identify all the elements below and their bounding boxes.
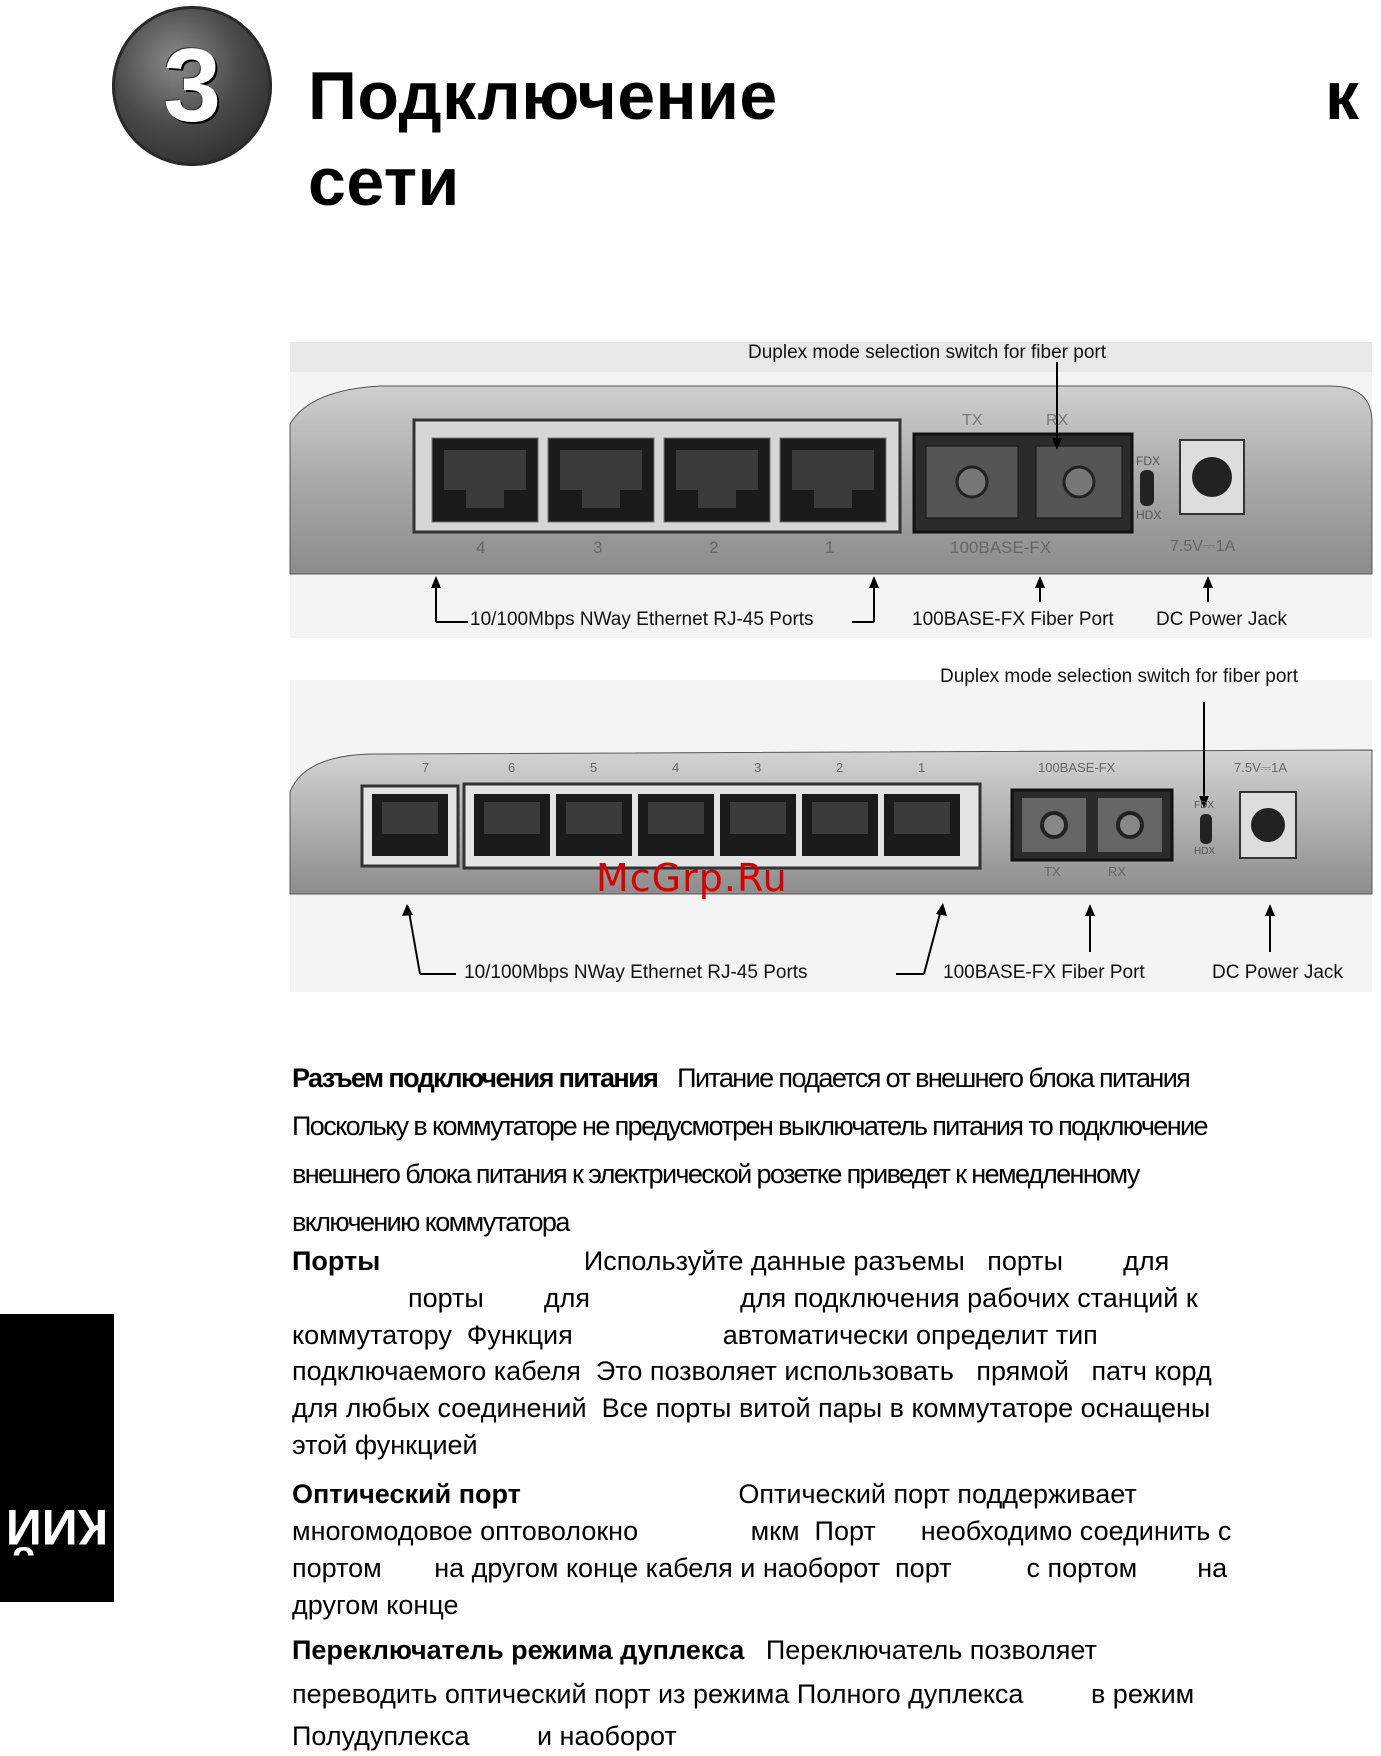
- language-side-tab: [0, 1314, 114, 1602]
- optic-text: Оптический порт поддерживает: [738, 1479, 1137, 1509]
- ports-paragraph-line3: коммутатору Функция автоматически определит тип: [292, 1320, 1098, 1350]
- rj45-port: [474, 794, 550, 856]
- port-number: 6: [508, 760, 516, 775]
- port-number: 1: [825, 538, 835, 557]
- step-number: 3: [163, 28, 221, 144]
- power-jack-hole: [1251, 808, 1285, 842]
- fiber-port: [1012, 790, 1172, 860]
- ports-paragraph-line6: этой функцией: [292, 1430, 478, 1460]
- rj45-port: [432, 438, 538, 522]
- callout-power-jack: DC Power Jack: [1156, 609, 1287, 630]
- rj45-bracket-right: [924, 906, 942, 974]
- power-paragraph-line2: Поскольку в коммутаторе не предусмотрен выключатель питания то подключение: [292, 1111, 1207, 1141]
- label-100base-fx: 100BASE-FX: [1038, 760, 1116, 775]
- switch-rear-panel-figure-1: [290, 342, 1372, 638]
- label-tx: TX: [962, 412, 983, 429]
- duplex-switch: [1140, 470, 1154, 506]
- callout-fiber-port: 100BASE-FX Fiber Port: [943, 962, 1145, 983]
- rj45-port: [556, 794, 632, 856]
- label-power-rating: 7.5V⎓1A: [1170, 538, 1236, 555]
- ports-paragraph-line1: [292, 1245, 1169, 1277]
- label-100base-fx: 100BASE-FX: [950, 538, 1052, 557]
- label-power-rating: 7.5V⎓1A: [1234, 760, 1288, 775]
- label-fdx: FDX: [1194, 800, 1214, 811]
- switch-rear-panel-2-drawing: [290, 680, 1372, 992]
- port-number: 3: [754, 760, 762, 775]
- port-number: 2: [836, 760, 844, 775]
- ports-paragraph-line4: подключаемого кабеля Это позволяет использовать прямой патч корд: [292, 1356, 1212, 1386]
- label-rx: RX: [1046, 412, 1069, 429]
- power-paragraph-line3: внешнего блока питания к электрической розетке приведет к немедленному: [292, 1159, 1139, 1189]
- page-title-line1-end: к: [1325, 58, 1360, 134]
- port-number: 4: [672, 760, 680, 775]
- port-number: 2: [709, 538, 719, 557]
- power-heading: Разъем подключения питания: [292, 1063, 658, 1093]
- callout-rj45-ports: 10/100Mbps NWay Ethernet RJ-45 Ports: [470, 609, 814, 630]
- port-number: 4: [476, 538, 486, 557]
- callout-duplex-switch: Duplex mode selection switch for fiber port: [748, 342, 1106, 363]
- power-text: Питание подается от внешнего блока питания: [677, 1063, 1190, 1093]
- callout-rj45-ports: 10/100Mbps NWay Ethernet RJ-45 Ports: [464, 962, 808, 983]
- optic-paragraph-line1: [292, 1478, 1137, 1510]
- callout-power-jack: DC Power Jack: [1212, 962, 1343, 983]
- step-badge: [112, 6, 272, 166]
- fiber-port: [914, 434, 1132, 532]
- optic-paragraph-line4: другом конце: [292, 1590, 459, 1620]
- duplex-heading: Переключатель режима дуплекса: [292, 1635, 745, 1665]
- callout-duplex-switch: Duplex mode selection switch for fiber port: [940, 666, 1298, 687]
- port-number: 7: [422, 760, 430, 775]
- ports-heading: Порты: [292, 1246, 381, 1276]
- optic-heading: Оптический порт: [292, 1479, 521, 1509]
- port-number: 5: [590, 760, 598, 775]
- language-tab-label: КИЙ: [5, 1498, 109, 1555]
- duplex-paragraph-line3: Полудуплекса и наоборот: [292, 1721, 677, 1751]
- duplex-paragraph-line2: переводить оптический порт из режима Полного дуплекса в режим: [292, 1679, 1195, 1709]
- label-tx: TX: [1044, 864, 1061, 879]
- rj45-port: [884, 794, 960, 856]
- switch-rear-panel-figure-2: [290, 666, 1372, 992]
- page-title-line1: Подключение: [308, 58, 778, 134]
- duplex-switch: [1200, 814, 1212, 844]
- page-title-line2: сети: [308, 144, 460, 220]
- rj45-port: [664, 438, 770, 522]
- watermark: McGrp.Ru: [596, 856, 788, 900]
- duplex-paragraph-line1: [292, 1634, 1097, 1666]
- rj45-port: [638, 794, 714, 856]
- ports-paragraph-line5: для любых соединений Все порты витой пары в коммутаторе оснащены: [292, 1393, 1211, 1423]
- switch-rear-panel-1-drawing: [290, 342, 1372, 638]
- ports-text: Используйте данные разъемы порты для: [583, 1246, 1170, 1276]
- rj45-port: [372, 794, 448, 856]
- callout-fiber-port: 100BASE-FX Fiber Port: [912, 609, 1114, 630]
- rj45-port: [802, 794, 878, 856]
- label-rx: RX: [1108, 864, 1127, 879]
- rj45-port: [780, 438, 886, 522]
- port-number: 1: [918, 760, 926, 775]
- ports-paragraph-line2: порты для для подключения рабочих станций к: [408, 1283, 1198, 1313]
- label-fdx: FDX: [1136, 454, 1160, 468]
- rj45-bracket-left: [408, 906, 420, 974]
- optic-paragraph-line3: портом на другом конце кабеля и наоборот порт с портом на: [292, 1553, 1228, 1583]
- power-paragraph-line1: [292, 1062, 1189, 1094]
- power-paragraph-line4: включению коммутатора: [292, 1207, 569, 1237]
- optic-paragraph-line2: многомодовое оптоволокно мкм Порт необходимо соединить с: [292, 1516, 1232, 1546]
- duplex-text: Переключатель позволяет: [765, 1635, 1097, 1665]
- power-jack-hole: [1192, 457, 1232, 497]
- rj45-port: [548, 438, 654, 522]
- label-hdx: HDX: [1194, 846, 1216, 857]
- rj45-port: [720, 794, 796, 856]
- port-number: 3: [593, 538, 603, 557]
- label-hdx: HDX: [1136, 508, 1162, 522]
